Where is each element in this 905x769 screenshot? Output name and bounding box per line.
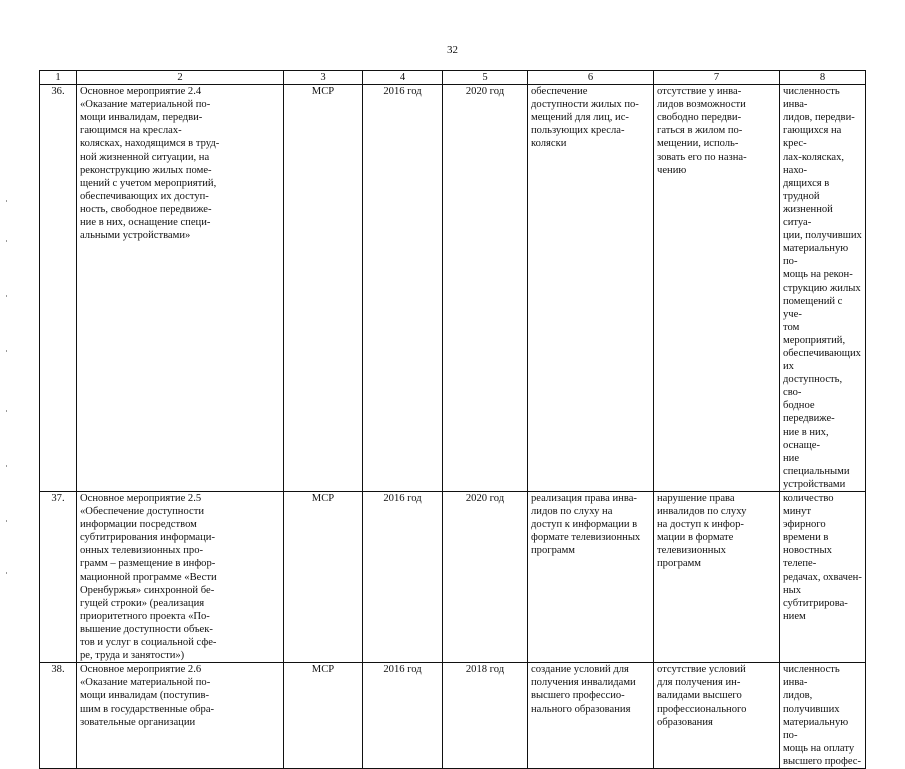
executor-cell: МСР	[284, 492, 363, 663]
column-header: 7	[654, 71, 780, 85]
table-row	[40, 85, 866, 492]
measures-table	[39, 70, 866, 769]
executor-cell: МСР	[284, 85, 363, 492]
end-year-cell: 2018 год	[443, 663, 528, 769]
end-year-cell: 2020 год	[443, 85, 528, 492]
header-row	[40, 71, 866, 85]
result-cell: реализация права инва- лидов по слуху на доступ к информации в формате телевизионных программ	[528, 492, 654, 663]
measure-cell: Основное мероприятие 2.4 «Оказание материальной по- мощи инвалидам, передви- гающимся на креслах- колясках, находящимся в труд- ной жизненной ситуации, на реконструкцию жилых поме- щений с учетом мероприятий, обеспечивающих их доступ- ность, свободное передвиже- ние в них, оснащение специ- альными устройствами»	[77, 85, 284, 492]
row-number: 38.	[40, 663, 77, 769]
row-number: 37.	[40, 492, 77, 663]
measure-cell: Основное мероприятие 2.6 «Оказание материальной по- мощи инвалидам (поступив- шим в государственные обра- зовательные организации	[77, 663, 284, 769]
page-number: 32	[447, 44, 458, 56]
column-header: 8	[780, 71, 866, 85]
measure-cell: Основное мероприятие 2.5 «Обеспечение доступности информации посредством субтитрирования информаци- онных телевизионных про- грамм – размещение в инфор- мационной программе «Вести Оренбуржья» синхронной бе- гущей строки» (реализация приоритетного проекта «По- вышение доступности объек- тов и услуг в социальной сфе- ре, труда и занятости»)	[77, 492, 284, 663]
column-header: 5	[443, 71, 528, 85]
column-header: 4	[363, 71, 443, 85]
margin-scan-marks	[6, 200, 8, 600]
row-number: 36.	[40, 85, 77, 492]
column-header: 1	[40, 71, 77, 85]
column-header: 2	[77, 71, 284, 85]
result-cell: создание условий для получения инвалидами высшего профессио- нального образования	[528, 663, 654, 769]
indicator-cell: численность инва- лидов, передви- гающихся на крес- лах-колясках, нахо- дящихся в трудной жизненной ситуа- ции, получивших материальную по- мощь на рекон- струкцию жилых помещений с уче- том мероприятий, обеспечивающих их доступность, сво- бодное передвиже- ние в них, оснаще- ние специальными устройствами	[780, 85, 866, 492]
column-header: 3	[284, 71, 363, 85]
start-year-cell: 2016 год	[363, 492, 443, 663]
result-cell: обеспечение доступности жилых по- мещений для лиц, ис- пользующих кресла- коляски	[528, 85, 654, 492]
table-row	[40, 492, 866, 663]
table-row	[40, 663, 866, 769]
consequences-cell: отсутствие условий для получения ин- валидами высшего профессионального образования	[654, 663, 780, 769]
end-year-cell: 2020 год	[443, 492, 528, 663]
start-year-cell: 2016 год	[363, 85, 443, 492]
column-header: 6	[528, 71, 654, 85]
consequences-cell: нарушение права инвалидов по слуху на доступ к инфор- мации в формате телевизионных программ	[654, 492, 780, 663]
indicator-cell: количество минут эфирного времени в новостных телепе- редачах, охвачен- ных субтитрирова- нием	[780, 492, 866, 663]
consequences-cell: отсутствие у инва- лидов возможности свободно передви- гаться в жилом по- мещении, исполь- зовать его по назна- чению	[654, 85, 780, 492]
start-year-cell: 2016 год	[363, 663, 443, 769]
executor-cell: МСР	[284, 663, 363, 769]
indicator-cell: численность инва- лидов, получивших материальную по- мощь на оплату высшего профес-	[780, 663, 866, 769]
